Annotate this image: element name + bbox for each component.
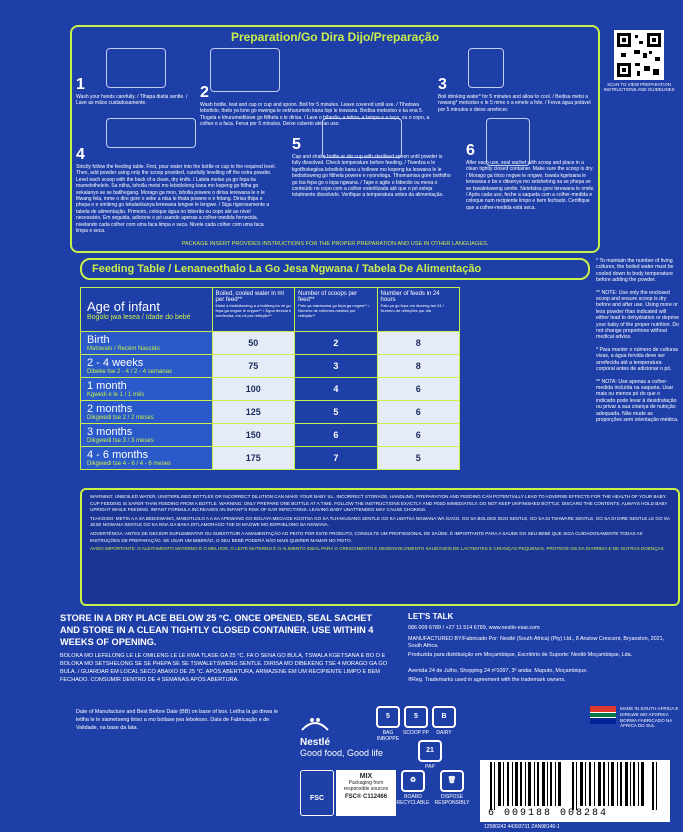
package-insert-note: PACKAGE INSERT PROVIDES INSTRUCTIONS FOR THE PROPER PREPARATION AND USE IN OTHER LANGUAGES. — [181, 241, 489, 247]
storage-instructions: STORE IN A DRY PLACE BELOW 25 °C. ONCE OPENED, SEAL SACHET AND STORE IN A CLEAN TIGHTLY CLOSED CONTAINER. USE WITHIN 4 WEEKS OF OPENING. — [60, 613, 374, 647]
south-africa-flag-icon — [590, 706, 616, 724]
table-row: 2 months Dikgwedi tse 2 / 2 meses 125 5 6 — [81, 401, 460, 424]
manufacturer: MANUFACTURED BY/Fabricado Por: Nestlé (South Africa) (Pty) Ltd., 8 Anslow Crescent, Bryanston, 2021, South Africa. — [408, 636, 665, 649]
boiling-pot-icon — [210, 48, 280, 92]
preparation-title: Preparation/Go Dira Dijo/Preparação — [70, 30, 600, 44]
sachet-container-icon — [486, 118, 530, 166]
table-row: 2 - 4 weeks Dibeke tse 2 - 4 / 2 - 4 semanas 75 3 8 — [81, 355, 460, 378]
recycle-scoop: 5 SCOOP PP — [402, 706, 430, 736]
hand-wash-icon — [106, 48, 166, 88]
feeding-table-title: Feeding Table / Lenaneothalo La Go Jesa Ngwana / Tabela De Alimentação — [80, 258, 590, 280]
product-codes: 12580242 44393731 ZAN98146-1 — [484, 824, 560, 830]
nestle-logo: Nestlé — [300, 712, 380, 748]
table-row: 4 - 6 months Dikgwedi tse 4 - 6 / 4 - 6 meses 175 7 5 — [81, 447, 460, 470]
fsc-logo: FSC — [300, 770, 334, 816]
recycle-dairy: B DAIRY — [430, 706, 458, 736]
table-notes: * To maintain the number of living cultures, the boiled water must be cooled down to body temperature before adding the powder. ** NOTE: Use only the enclosed scoop and ensure scoop is dry before and after use. Using more or less powder than indicated will either lead to dehydration or deprive your baby of the proper nutrition. Do not change proportions without medical advice. * Para manter o número de culturas vivas, a água fervida deve ser arrefecida até a temperatura corporal antes de adicionar o pó. ** NOTA: Use apenas a colher-medida incluída na saqueta. Usar mais ou menos pó do que o indicado pode levar à desidratação ou privar a sua criança de nutrição adequada. Não mude as proporções sem orientação médica. — [596, 258, 680, 423]
recycle-pap: 21 PAP — [416, 740, 444, 770]
step-3: 3 Boil drinking water* for 5 minutes and allow to cool. / Bedisa metsi a nowang* metsotso e le 5 mme o a emele a fole. / Ferva água potável por 5 minutos e deixe arrefecer. — [438, 48, 598, 113]
shake-bottle-icon — [322, 118, 402, 158]
made-in: MADE IN SOUTH AFRICA E DIRILWE MO AFORIKA BORWA FABRICADO NA ÁFRICA DO SUL — [620, 706, 679, 729]
dispose-responsibly: 🗑 DISPOSE RESPONSIBLY — [432, 770, 472, 806]
recycle-board: ♻ BOARD RECYCLABLE — [396, 770, 430, 806]
storage-local: BOLOKA MO LEFELONG LE LE OMILENG LE LE KWA TLASE GA 25 °C. FA O SENA GO BULA, TSWALA KGETSANA E BO O E BOLOKA MO SETSHELONG SE SE PHEPA SE SE TSWALETSWENG SENTLE. DIRISA MO DIBEKENG TSE 4 MORAGO GA GO BULA. / GUARDAR EM LOCAL SECO ABAIXO DE 25 °C. APÓS ABERTURA, ARMAZENE EM UM RECIPIENTE LIMPO E BEM FECHADO. CONSUMIR DENTRO DE 4 SEMANAS APÓS ABERTURA. — [60, 653, 388, 683]
slogan: Good food, Good life — [300, 748, 384, 758]
kettle-icon — [468, 48, 504, 88]
qr-code[interactable] — [614, 30, 664, 80]
warning-box: WARNING: UNBOILED WATER, UNSTERILISED BOTTLES OR INCORRECT DILUTION CAN MAKE YOUR BABY ILL. INCORRECT STORAGE, HANDLING, PREPARATION AND FEEDING CAN POTENTIALLY LEAD TO ADVERSE EFFECTS FOR THE HEALTH OF YOUR BABY. CUP FEEDING IS SAFER THAN FEEDING FROM A BOTTLE. WARNING: ONLY PREPARE ONE BOTTLE AT A TIME. FOLLOW THE INSTRUCTIONS EXACTLY AND FEED IMMEDIATELY. DO NOT KEEP UNFINISHED BOTTLE, DISCARD THE CONTENTS. ALWAYS HOLD BABY UPRIGHT WHILE FEEDING. INFANT FORMULA INCREASES AN INFANT'S RISK OF EAR INFECTIONS. LEAVING BABY UNATTENDED MAY CAUSE CHOKING. TLHAGISO: METSI A A SA BEDISWANG, MABOTLOLO A A SA APEWANG GO BOLAYA MEGAGE KGOTSA GO SA TLHAKUSANG SENTLE GO KA LWATSA NGWANA WA GAGO. GO SA BOLOKE DIJO SENTLE, GO SA DI TSHWARE SENTLE, GO SA DI DIRE SENTLE LE GO SA JESE NGWANA SENTLE GO KA NNA GA BAKA DITLAMORAGO TSE DI MAGWE MO BOPHELONG BA NGWANA. ADVERTÊNCIA: ANTES DE DECIDIR SUPLEMENTAR OU SUBSTITUIR A AMAMENTAÇÃO AO PEITO POR ESTE PRODUTO, CONSULTE UM PROFISSIONAL DE SAÚDE. É IMPORTANTE PARA A SAÚDE DO SEU BEBÉ QUE SIGA CUIDADOSAMENTE TODAS AS INSTRUÇÕES DE PREPARAÇÃO. SE USAR UM BIBERÃO, O SEU BEBÉ PODERÁ NÃO MAIS QUERER MAMAR NO PEITO. AVISO IMPORTANTE: O ALEITAMENTO MATERNO É O MELHOR, O LEITE MATERNO É O ALIMENTO IDEAL PARA O CRESCIMENTO E DESENVOLVIMENTO SAUDÁVEIS DE LACTENTES E CRIANÇAS PEQUENAS. PROTEGE-OS DA DIARREIA E DE OUTRAS DOENÇAS. — [80, 488, 680, 606]
step-6: 6 After each use, seal sachet with scoop and place in a clean tightly closed container. Make sure the scoop is dry. / Morago ga tiriso nngwe le nngwe, tswala kgetsana le lerewana e bo e ditsenya mo setshelong sa se phepa se se tswaletsweng sentle. Netefatsa gore lerewana le omile. / Após cada uso, feche a saqueta com a colher-medida e coloque num recipiente limpo e bem fechado. Certifique que a colher-medida está seca. — [466, 118, 596, 211]
barcode: 6 009188 008284 — [480, 760, 670, 822]
barcode-icon — [480, 760, 670, 812]
phone[interactable]: 086 009 6789 / +27 11 514 6789, www.nestle-esar.com — [408, 625, 540, 631]
feeding-table — [80, 287, 460, 470]
col-water-header: Boiled, cooled water in ml per feed** Metsi a bedisitsweng a a fodileng ka ml go fepa ga nngwe le nngwe** / Água fervida e arrefecida, em ml por refeição** — [212, 288, 295, 332]
table-row: 3 months Dikgwedi tse 3 / 3 meses 150 6 6 — [81, 424, 460, 447]
trademark: ®Reg. Trademarks used in agreement with the trademark owners. — [408, 677, 566, 683]
age-header: Age of infant Bogolo jwa lesea / Idade do bebé — [81, 288, 213, 332]
step-4: 4 Strictly follow the feeding table. First, pour water into the bottle or cup to the required level. Then, add powder using only the scoop provided, carefully levelling off the extra powder. Level each scoop with the back of a clean, dry knife. / Latela melao ya go fepa ka mamelothelelo. Sa ntiha, tsholla metsi mo lebotlolong kana mo kopeng go fitlha go sekalanyo se se batlhegang. Morago ga moo, tsholla powere o dirisa lerewana le o le filwang fela, mme o dire gore o seke a ntsa le thata powere e e fetang. Dirisa thipa e phepa e e omileng go lekalankanya lerewana lengwe le lengwe. / Siga rigorosamente a tabela de alimentação. Primeiro, coloque água no biberão ou copo até ao nível necessário. Em seguida, adicione o pó usando apenas a colher-medida fornecida, nivelando cada colher com uma faca limpa e seca. Nivele cada colher com uma faca limpa e seca. — [76, 118, 276, 234]
address: Avenida 24 de Julho, Shopping 24 nº1097, 3º andar. Maputo, Moçambique. — [408, 668, 588, 674]
step-5: 5 Cap and shake bottle or stir cup with sterilised spoon until powder is fully dissolved. Check temperature before feeding. / Tiwedza e le kgotlhokegiisa lebotlolo kana u hollowe mo kopeng ka leswana le le bedisitsweng go fitlhela powere e nyonologa. Tlhomamisa gore bothitho go tsa fepa go o lopa ngwana. / Tape e agite o biberão ou mexa o conteúdo no copo com a colher esterilizada até que o pó esteja totalmente dissolvido. Verifique a temperatura antes da alimentação. — [292, 118, 452, 199]
qr-caption: SCAN TO VIEW PREPARATION INSTRUCTIONS AND GUIDELINES — [603, 82, 675, 93]
table-row: 1 month Kgwedi e le 1 / 1 mês 100 4 6 — [81, 378, 460, 401]
nest-icon — [300, 712, 330, 732]
col-feeds-header: Number of feeds in 24 hours Palo ya go fepa mo diureng tse 24 / Número de refeições por dia — [377, 288, 459, 332]
table-row: Birth Matswalo / Recém Nascido 50 2 8 — [81, 332, 460, 355]
measure-powder-icon — [106, 118, 196, 148]
lets-talk: LET'S TALK — [408, 612, 454, 621]
date-info: Date of Manufacture and Best Before Date (BB) on base of box. Letlha la go dirwa le letlha le le siametseng tiriso a mo botlase jwa lebokoso. Data de Fabricação e de Validade, na base da lata. — [76, 709, 278, 731]
step-2: 2 Wash bottle, teat and cap or cup and spoon. Boil for 5 minutes. Leave covered until use. / Tlhatswa lebotlolo, thelo ya lone go ewenga le sekhurumelo kana lopi le leswana. Bedisa metsotso e ka ena 5. Tlogela e khurumeditswe go fitlhela o le dirisa. / Lave o biberão, a tetina, a tampa e a taça, ou o copo, a colher e a faca. Ferva por 5 minutos. Deixe coberto até ao uso. — [200, 48, 430, 128]
distribution: Produzida para distribuição em Moçambique, Escritório de Suporte: Nestlé Moçambique, Lda. — [408, 652, 633, 658]
fsc-info: MIX Packaging from responsible sources FSC® C112466 — [336, 770, 396, 816]
recycle-bag: 5 BAG INBOPPE — [372, 706, 404, 742]
step-1: 1 Wash your hands carefully. / Tlhapa diatla sentle. / Lave as mãos cuidadosamente. — [76, 48, 196, 107]
col-scoops-header: Number of scoops per feed** Palo ya marewana go fepa ga nngwe** / Número de colheres-medida por refeição** — [295, 288, 377, 332]
